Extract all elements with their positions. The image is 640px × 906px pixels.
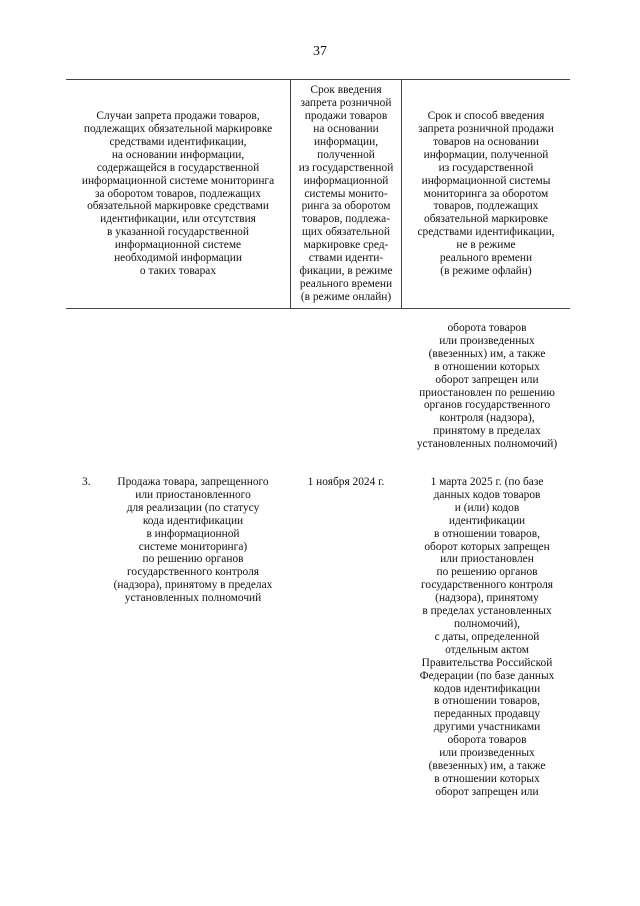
page-number: 37	[313, 44, 327, 59]
column-divider-1	[290, 79, 291, 308]
column-divider-2	[401, 79, 402, 308]
header-cell-online-deadline	[292, 80, 400, 308]
row-3-online-date: 1 ноября 2024 г.	[307, 476, 385, 488]
header-cases-text: Случаи запрета продажи товаров, подлежащих обязательной маркировке средствами идентификации, на основании информации, содержащейся в государственной информационной системе мониторинга за оборотом товаров, подлежащих обязательной маркировке средствами идентификации, или отсутствия в указанной государственной информационной системе необходимой информации о таких товарах	[81, 110, 275, 277]
row-3-case: Продажа товара, запрещенного или приостановленного для реализации (по статусу кода идентификации в информационной системе мониторинга) по решению органов государственного контроля (надзора), принятому в пределах установленных полномочий	[113, 476, 273, 605]
row-3-offline: 1 марта 2025 г. (по базе данных кодов товаров и (или) кодов идентификации в отношении товаров, оборот которых запрещен или приостановлен по решению органов государственного контроля (надзора), принятому в пределах установленных полномочий), с даты, определенной отдельным актом Правительства Российской Федерации (по базе данных кодов идентификации в отношении товаров, переданных продавцу другими участниками оборота товаров или произведенных (ввезенных) им, а также в отношении которых оборот запрещен или	[419, 476, 555, 798]
header-offline-text: Срок и способ введения запрета розничной продажи товаров на основании информации, полученной из государственной информационной системы мониторинга за оборотом товаров, подлежащих обязательной маркировке средствами идентификации, не в режиме реального времени (в режиме офлайн)	[417, 110, 555, 277]
header-cell-cases	[70, 80, 286, 308]
header-online-text: Срок введения запрета розничной продажи товаров на основании информации, полученной из государственной информационной системы монито- ринга за оборотом товаров, подлежа- щих обязательной маркировке сред- ствами иденти- фикации, в режиме реального времени (в режиме онлайн)	[298, 84, 394, 303]
table-header-bottom-rule	[66, 308, 570, 309]
header-cell-offline-deadline	[404, 80, 568, 308]
continuation-offline-text: оборота товаров или произведенных (ввезенных) им, а также в отношении которых оборот запрещен или приостановлен по решению органов государственного контроля (надзора), принятому в пределах установленных полномочий)	[416, 322, 558, 451]
row-3-number: 3.	[82, 476, 91, 488]
